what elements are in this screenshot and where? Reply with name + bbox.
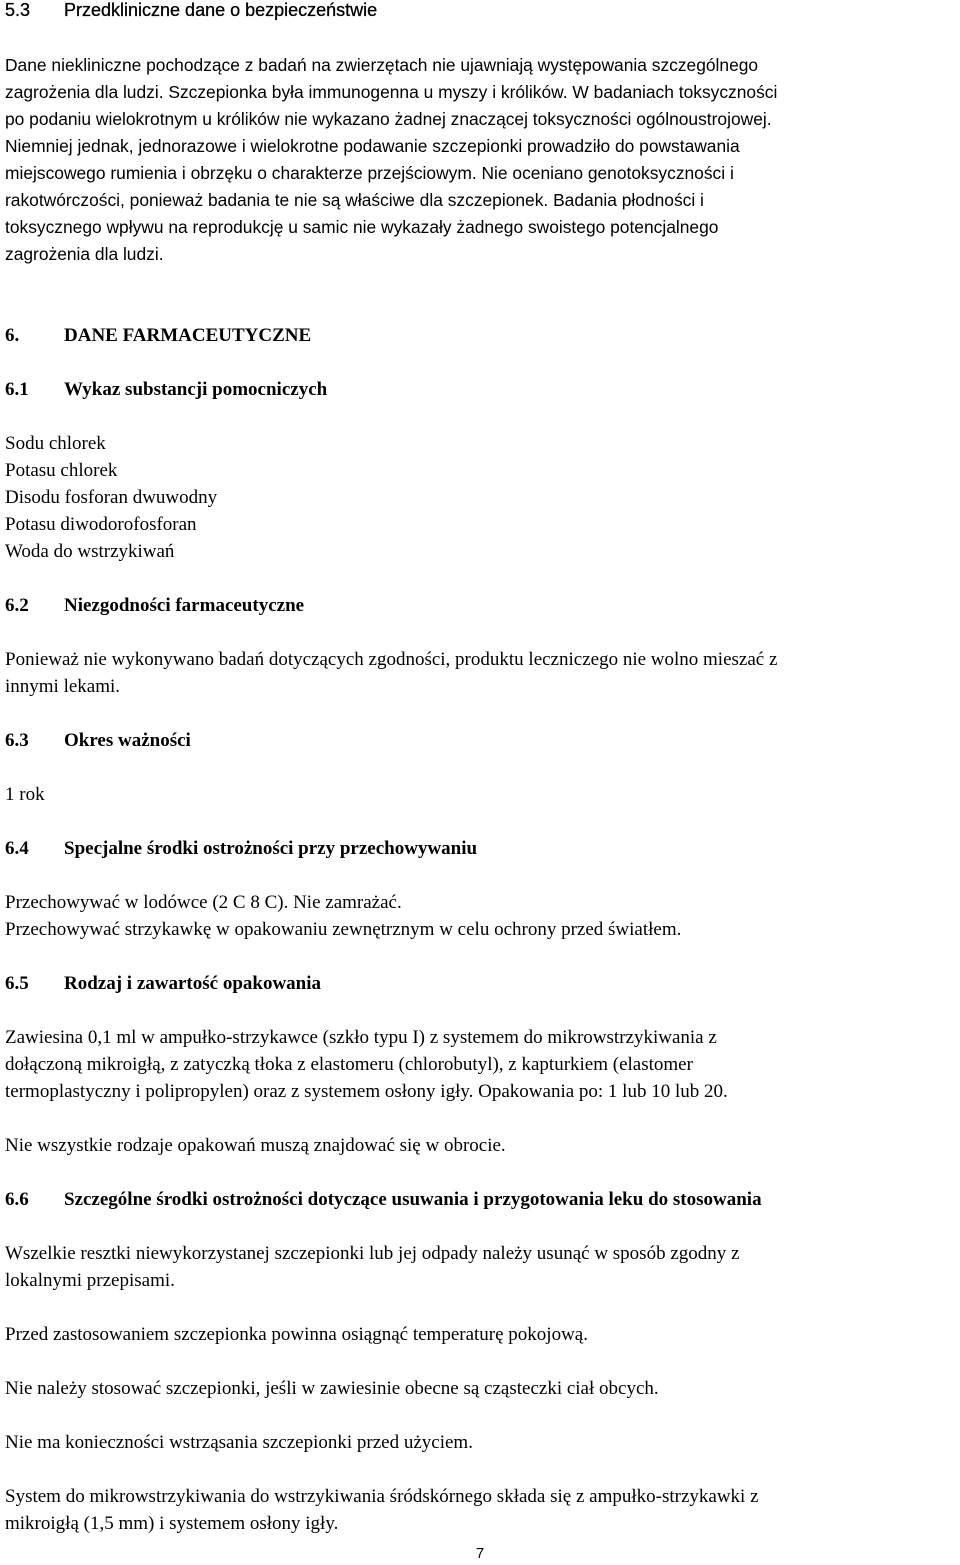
list-item: Potasu diwodorofosforan (5, 514, 197, 535)
section-number: 5.3 (5, 0, 31, 20)
section-number: 6. (5, 325, 20, 346)
text-line: Niemniej jednak, jednorazowe i wielokrotne podawanie szczepionki prowadziło do powstawania (5, 136, 740, 156)
section-title: Przedkliniczne dane o bezpieczeństwie (64, 0, 378, 20)
section-title: DANE FARMACEUTYCZNE (64, 325, 312, 346)
section-number: 6.5 (5, 973, 29, 994)
section-title: Szczególne środki ostrożności dotyczące usuwania i przygotowania leku do stosowania (64, 1189, 762, 1210)
section-6-2-heading (5, 592, 955, 619)
text-line: zagrożenia dla ludzi. (5, 244, 164, 264)
storage-paragraph (5, 889, 955, 943)
section-number: 6.4 (5, 838, 29, 859)
section-6-3-heading (5, 727, 955, 754)
list-item: Woda do wstrzykiwań (5, 541, 175, 562)
page-number: 7 (475, 1545, 485, 1562)
section-title: Rodzaj i zawartość opakowania (64, 973, 322, 994)
section-6-6-heading (5, 1186, 955, 1213)
document-page (5, 0, 955, 1537)
text-line: miejscowego rumienia i obrzęku o charakterze przejściowym. Nie oceniano genotoksyczności i (5, 163, 734, 183)
text-line: toksycznego wpływu na reprodukcję u samic nie wykazały żadnego swoistego potencjalnego (5, 217, 719, 237)
section-number: 6.3 (5, 730, 29, 751)
section-number: 6.6 (5, 1189, 29, 1210)
text-line: Przechowywać w lodówce (2 C 8 C). Nie zamrażać. (5, 892, 402, 913)
container-paragraph (5, 1024, 955, 1105)
text-line: lokalnymi przepisami. (5, 1270, 175, 1291)
foreign-particles-note: Nie należy stosować szczepionki, jeśli w zawiesinie obecne są cząsteczki ciał obcych. (5, 1378, 659, 1399)
text-line: Ponieważ nie wykonywano badań dotyczących zgodności, produktu leczniczego nie wolno mieszać z (5, 649, 778, 670)
text-line: termoplastyczny i polipropylen) oraz z systemem osłony igły. Opakowania po: 1 lub 10 lub 20. (5, 1081, 728, 1102)
section-title: Specjalne środki ostrożności przy przechowywaniu (64, 838, 478, 859)
text-line: dołączoną mikroigłą, z zatyczką tłoka z elastomeru (chlorobutyl), z kapturkiem (elastomer (5, 1054, 693, 1075)
text-line: rakotwórczości, ponieważ badania te nie są właściwe dla szczepionek. Badania płodności i (5, 190, 704, 210)
no-shaking-note: Nie ma konieczności wstrząsania szczepionki przed użyciem. (5, 1432, 473, 1453)
section-number: 6.1 (5, 379, 29, 400)
text-line: System do mikrowstrzykiwania do wstrzykiwania śródskórnego składa się z ampułko-strzykawki z (5, 1486, 759, 1507)
section-6-5-heading (5, 970, 955, 997)
excipients-list (5, 430, 955, 565)
list-item: Sodu chlorek (5, 433, 106, 454)
pack-sizes-note: Nie wszystkie rodzaje opakowań muszą znajdować się w obrocie. (5, 1135, 506, 1156)
list-item: Potasu chlorek (5, 460, 118, 481)
microinjection-system-paragraph (5, 1483, 955, 1537)
incompatibilities-paragraph (5, 646, 955, 700)
text-line: Przechowywać strzykawkę w opakowaniu zewnętrznym w celu ochrony przed światłem. (5, 919, 682, 940)
text-line: zagrożenia dla ludzi. Szczepionka była immunogenna u myszy i królików. W badaniach toksyczności (5, 82, 778, 102)
temperature-note: Przed zastosowaniem szczepionka powinna osiągnąć temperaturę pokojową. (5, 1324, 588, 1345)
text-line: Wszelkie resztki niewykorzystanej szczepionki lub jej odpady należy usunąć w sposób zgodny z (5, 1243, 740, 1264)
section-6-1-heading (5, 376, 955, 403)
section-6-heading (5, 322, 955, 349)
list-item: Disodu fosforan dwuwodny (5, 487, 218, 508)
section-title: Okres ważności (64, 730, 191, 751)
section-5-3-heading (5, 0, 955, 24)
text-line: Dane niekliniczne pochodzące z badań na zwierzętach nie ujawniają występowania szczególnego (5, 55, 759, 75)
section-6-4-heading (5, 835, 955, 862)
disposal-paragraph (5, 1240, 955, 1294)
text-line: mikroigłą (1,5 mm) i systemem osłony igły. (5, 1513, 339, 1534)
text-line: innymi lekami. (5, 676, 121, 697)
section-title: Wykaz substancji pomocniczych (64, 379, 328, 400)
shelf-life-text: 1 rok (5, 784, 45, 805)
text-line: Zawiesina 0,1 ml w ampułko-strzykawce (szkło typu I) z systemem do mikrowstrzykiwania z (5, 1027, 717, 1048)
text-line: po podaniu wielokrotnym u królików nie wykazano żadnej znaczącej toksyczności ogólnoustrojowej. (5, 109, 772, 129)
section-number: 6.2 (5, 595, 29, 616)
preclinical-safety-paragraph (5, 52, 955, 268)
section-title: Niezgodności farmaceutyczne (64, 595, 305, 616)
